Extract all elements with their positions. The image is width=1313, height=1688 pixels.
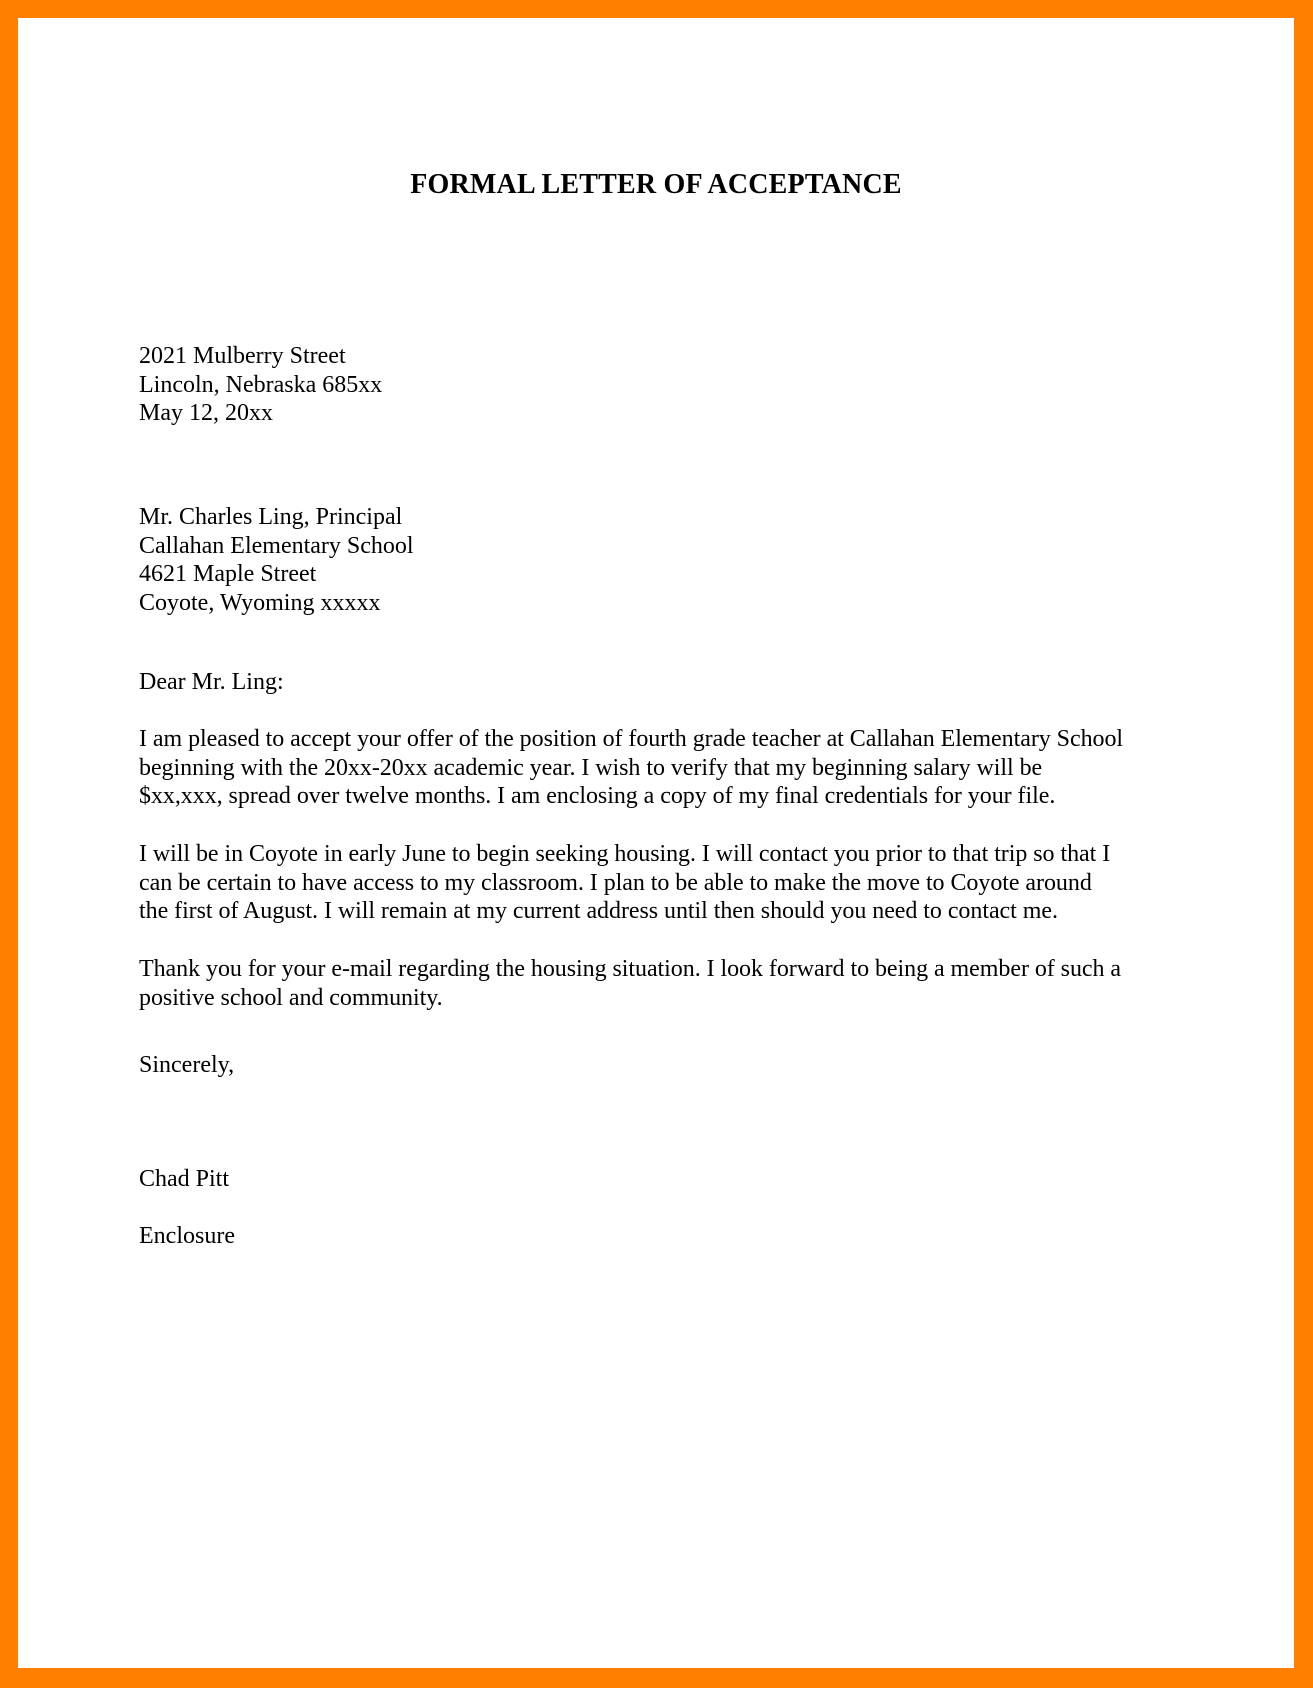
body-paragraph-3 bbox=[139, 955, 1121, 1012]
enclosure-note: Enclosure bbox=[139, 1223, 235, 1249]
letter-title: FORMAL LETTER OF ACCEPTANCE bbox=[410, 169, 902, 200]
sender-address bbox=[139, 342, 382, 428]
paragraph-line: can be certain to have access to my classroom. I plan to be able to make the move to Coyote around bbox=[139, 869, 1092, 896]
paragraph-line: beginning with the 20xx-20xx academic year. I wish to verify that my beginning salary will be bbox=[139, 754, 1043, 781]
body-paragraph-1 bbox=[139, 725, 1123, 811]
recipient-name: Mr. Charles Ling, Principal bbox=[139, 504, 403, 530]
signature-name: Chad Pitt bbox=[139, 1166, 230, 1192]
salutation: Dear Mr. Ling: bbox=[139, 669, 284, 695]
closing: Sincerely, bbox=[139, 1052, 235, 1078]
paragraph-line: I am pleased to accept your offer of the position of fourth grade teacher at Callahan Elementary School bbox=[139, 726, 1124, 752]
body-paragraph-2 bbox=[139, 840, 1110, 926]
recipient-address bbox=[139, 503, 414, 617]
sender-street: 2021 Mulberry Street bbox=[139, 343, 346, 369]
paragraph-line: I will be in Coyote in early June to begin seeking housing. I will contact you prior to that trip so that I bbox=[139, 841, 1111, 867]
sender-city: Lincoln, Nebraska 685xx bbox=[139, 371, 383, 398]
paragraph-line: positive school and community. bbox=[139, 984, 443, 1011]
recipient-school: Callahan Elementary School bbox=[139, 532, 414, 559]
letter-page bbox=[18, 18, 1294, 1668]
paragraph-line: $xx,xxx, spread over twelve months. I am enclosing a copy of my final credentials for your file. bbox=[139, 783, 1056, 810]
paragraph-line: Thank you for your e-mail regarding the housing situation. I look forward to being a member of such a bbox=[139, 956, 1122, 982]
letter-date: May 12, 20xx bbox=[139, 400, 273, 427]
recipient-city: Coyote, Wyoming xxxxx bbox=[139, 589, 381, 616]
recipient-street: 4621 Maple Street bbox=[139, 561, 317, 588]
paragraph-line: the first of August. I will remain at my current address until then should you need to contact me. bbox=[139, 898, 1058, 925]
